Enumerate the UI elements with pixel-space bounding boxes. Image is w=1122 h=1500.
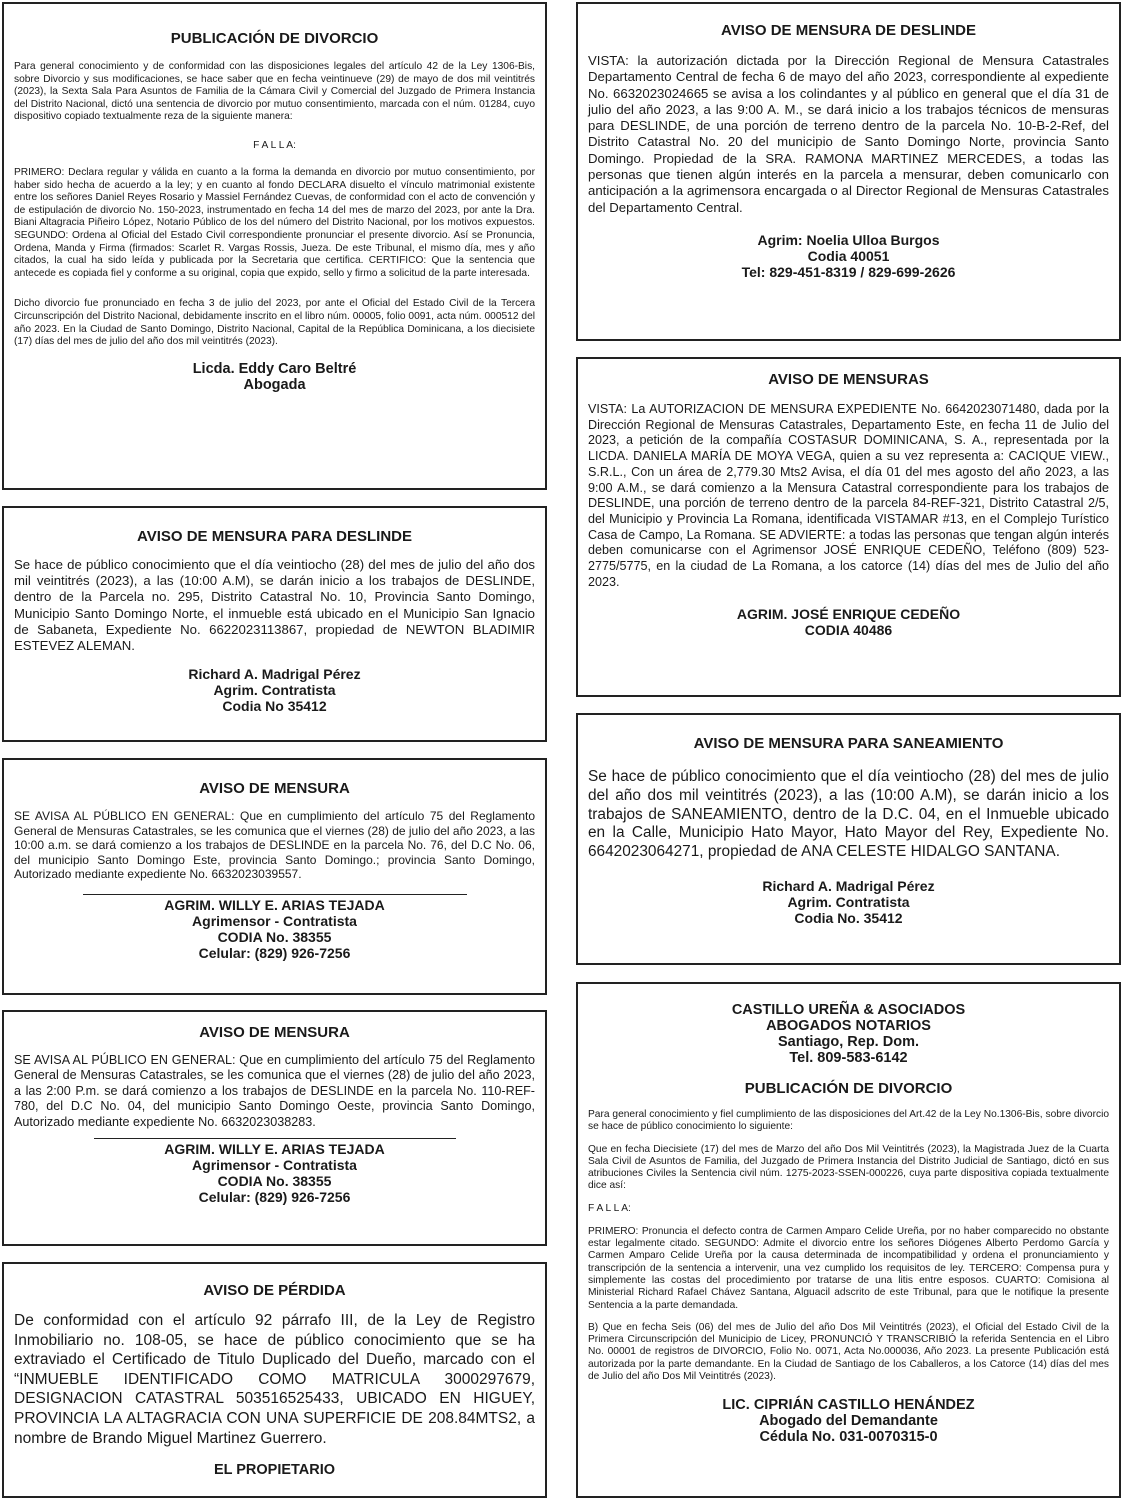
signature-block <box>14 897 535 961</box>
signature-role: Abogada <box>243 376 306 393</box>
firm-subtitle: ABOGADOS NOTARIOS <box>766 1018 931 1034</box>
falla-label: F A L L A: <box>253 139 296 151</box>
notice-body: SE AVISA AL PÚBLICO EN GENERAL: Que en cumplimiento del artículo 75 del Reglamento General de Mensuras Catastrales, se les comunica que el viernes (28) de julio del año 2023, a las 10:00 a.m. se dará comienzo a los trabajos de DESLINDE en la parcela No. 76, del D.C No. 06, del municipio Santo Domingo Este, provincia Santo Domingo.; provincia Santo Domingo, Autorizado mediante expediente No. 6632023039557. <box>14 809 535 882</box>
signature-name: AGRIM. JOSÉ ENRIQUE CEDEÑO <box>736 606 961 623</box>
notice-title: AVISO DE MENSURA <box>199 780 350 797</box>
falla-label: F A L L A: <box>588 1202 631 1214</box>
signature-codia: CODIA No. 38355 <box>217 1173 332 1190</box>
signature-role: Agrim. Contratista <box>213 682 336 699</box>
notice-survey-sanitation <box>576 713 1121 965</box>
notice-body: De conformidad con el artículo 92 párrafo III, de la Ley de Registro Inmobiliario no. 108-05, se hace de público conocimiento que se ha extraviado el Certificado de Titulo Duplicado del Dueño, marcado con el “INMUEBLE IDENTIFICADO COMO MATRICULA 3000297679, DESIGNACION CATASTRAL 503516525433, UBICADO EN HIGUEY, PROVINCIA LA ALTAGRACIA CON UNA SUPERFICIE DE 208.84MTS2, a nombre de Brando Miguel Martinez Guerrero. <box>14 1312 535 1447</box>
signature-role: Agrimensor - Contratista <box>192 1157 357 1174</box>
notice-title: AVISO DE MENSURA <box>199 1024 350 1041</box>
notice-title: AVISO DE MENSURAS <box>768 371 929 388</box>
signature-phone: Tel: 829-451-8319 / 829-699-2626 <box>741 263 956 280</box>
signature-id: Cédula No. 031-0070315-0 <box>759 1429 938 1446</box>
firm-city: Santiago, Rep. Dom. <box>778 1034 919 1050</box>
notice-loss <box>2 1262 547 1498</box>
notice-survey-2 <box>2 1010 547 1246</box>
firm-phone: Tel. 809-583-6142 <box>789 1050 908 1066</box>
notice-title: AVISO DE MENSURA PARA SANEAMIENTO <box>693 735 1004 752</box>
signature-name: Richard A. Madrigal Pérez <box>188 666 361 683</box>
firm-name: CASTILLO UREÑA & ASOCIADOS <box>731 1002 966 1018</box>
signature-role: Abogado del Demandante <box>759 1413 938 1430</box>
signature-line <box>83 894 467 895</box>
notice-body: PRIMERO: Declara regular y válida en cuanto a la forma la demanda en divorcio por mutuo consentimiento, por haber sido hecha de acuerdo a la ley; y en cuanto al fondo DECLARA disuelto el vínculo matrimonial existente entre los señores Daniel Reyes Rosario y Massiel Fernández Cuevas, de conformidad con el acto de convención y de estipulación de divorcio No. 150-2023, instrumentado en fecha 14 del mes de marzo del 2023, por ante la Dra. Biani Altagracia Piñeiro López, Notario Público de los del número del Distrito Nacional, por los motivos expuestos. SEGUNDO: Ordena al Oficial del Estado Civil correspondiente pronunciar el presente divorcio. Así se Pronuncia, Ordena, Manda y Firma (firmados: Scarlet R. Vargas Rossis, Jueza. De este Tribunal, el mismo día, mes y año citados, la cual ha sido leída y publicada por la Secretaria que certifica. CERTIFICO: Que la sentencia que antecede es copiada fiel y conforme a su original, copia que expido, sello y firmo a solicitud de la parte interesada. <box>14 166 535 279</box>
notice-intro: Para general conocimiento y fiel cumplimiento de las disposiciones del Art.42 de la Ley No.1306-Bis, sobre divorcio se hace de público conocimiento lo siguiente: <box>588 1109 1109 1133</box>
signature-block <box>588 1397 1109 1445</box>
notice-body: Se hace de público conocimiento que el día veintiocho (28) del mes de julio del año dos mil veintitrés (2023), a las (10:00 A.M), se darán inicio a los trabajos de DESLINDE, dentro de la Parcela no. 295, Distrito Catastral No. 10, Provincia Santo Domingo, Municipio Santo Domingo Norte, el inmueble está ubicado en el Municipio San Ignacio de Sabaneta, Expediente No. 6622023113867, propiedad de NEWTON BLADIMIR ESTEVEZ ALEMAN. <box>14 557 535 654</box>
notice-title: AVISO DE MENSURA DE DESLINDE <box>720 22 977 39</box>
notice-intro: Para general conocimiento y de conformidad con las disposiciones legales del artículo 42 de la Ley 1306-Bis, sobre Divorcio y sus modificaciones, se hace saber que en fecha veintinueve (29) de mayo de dos mil veintitrés (2023), la Sexta Sala Para Asuntos de Familia de la Cámara Civil y Comercial del Juzgado de Primera Instancia del Distrito Nacional, dictó una sentencia de divorcio por mutuo consentimiento, marcada con el núm. 01284, cuyo dispositivo copiado textualmente reza de la siguiente manera: <box>14 61 535 123</box>
notice-title: AVISO DE PÉRDIDA <box>203 1282 346 1299</box>
signature-codia: CODIA No. 38355 <box>217 928 332 945</box>
notice-paragraph: Que en fecha Diecisiete (17) del mes de Marzo del año Dos Mil Veintitrés (2023), la Magistrada Juez de la Cuarta Sala Civil de Asuntos de Familia, del Juzgado de Primera Instancia del Distrito Judicial de Santiago, dictó en sus atribuciones Civiles la Sentencia civil núm. 1275-2023-SSEN-000226, cuya parte dispositiva copiada textualmente dice así: <box>588 1143 1109 1192</box>
signature-name: EL PROPIETARIO <box>213 1462 336 1479</box>
signature-codia: Codia No 35412 <box>222 698 327 715</box>
notice-body: SE AVISA AL PÚBLICO EN GENERAL: Que en cumplimiento del artículo 75 del Reglamento General de Mensuras Catastrales, se les comunica que el viernes (28) de julio del año 2023, a las 2:00 P.m. se dará comienzo a los trabajos de DESLINDE en la parcela No. 110-REF-780, del D.C No. 04, del municipio Santo Domingo Oeste, provincia Santo Domingo, Autorizado mediante expediente No. 6632023038283. <box>14 1053 535 1129</box>
signature-block <box>588 232 1109 280</box>
notice-closing: B) Que en fecha Seis (06) del mes de Julio del año Dos Mil Veintitrés (2023), el Oficial del Estado Civil de la Primera Circunscripción del Municipio de Licey, PRONUNCIÓ Y TRANSCRIBIÓ la referida Sentencia en el Libro No. 00001 de registros de DIVORCIO, Folio No. 0071, Acta No.000036, Año 2023. La presente Publicación está autorizada por la parte demandante. En la Ciudad de Santiago de los Caballeros, a los Catorce (14) días del mes de Julio del año Dos Mil Veintitrés (2023). <box>588 1321 1109 1383</box>
signature-name: AGRIM. WILLY E. ARIAS TEJADA <box>164 896 385 913</box>
signature-name: Richard A. Madrigal Pérez <box>762 877 935 894</box>
signature-line <box>94 1138 456 1139</box>
notice-body: VISTA: La AUTORIZACION DE MENSURA EXPEDIENTE No. 6642023071480, dada por la Dirección Regional de Mensuras Catastrales, Departamento Este, en fecha 11 de Julio del 2023, a petición de la compañía COSTASUR DOMINICANA, S. A., representada por la LICDA. DANIELA MARÍA DE MOYA VEGA, quien a su vez representa a: CACIQUE VIEW., S.R.L., Con un área de 2,779.30 Mts2 Avisa, el día 01 del mes agosto del año 2023, a las 9:00 A.M., se dará comienzo a la Mensura Catastral correspondiente para los trabajos de DESLINDE, una porción de terreno dentro de la parcela 84-REF-321, Distrito Catastral 2/5, del Municipio y Provincia La Romana, identificada VISTAMAR #13, en el Complejo Turístico Casa de Campo, La Romana. SE ADVIERTE: a todas las personas que tengan algún interés deben comunicarse con el Agrimensor JOSÉ ENRIQUE CEDEÑO, Teléfono (809) 523-2775/5775, en la ciudad de La Romana, a los catorce (14) días del mes de Julio del año 2023. <box>588 402 1109 589</box>
signature-name: Licda. Eddy Caro Beltré <box>192 360 357 377</box>
law-firm-header <box>588 1002 1109 1066</box>
notice-closing: Dicho divorcio fue pronunciado en fecha 3 de julio del 2023, por ante el Oficial del Estado Civil de la Tercera Circunscripción del Distrito Nacional, debidamente inscrito en el libro núm. 00005, folio 0091, acta núm. 000512 del año 2023. En la Ciudad de Santo Domingo, Distrito Nacional, Capital de la República Dominicana, a los diecisiete (17) días del mes de julio del año dos mil veintitrés (2023). <box>14 298 535 348</box>
signature-name: LIC. CIPRIÁN CASTILLO HENÁNDEZ <box>722 1397 975 1414</box>
signature-codia: Codia 40051 <box>807 247 890 264</box>
signature-block <box>588 606 1109 638</box>
signature-block <box>14 666 535 714</box>
signature-name: AGRIM. WILLY E. ARIAS TEJADA <box>164 1141 385 1158</box>
notice-divorce-publication-2 <box>576 982 1121 1498</box>
signature-role: Agrim. Contratista <box>787 893 910 910</box>
signature-role: Agrimensor - Contratista <box>192 912 357 929</box>
notice-surveys <box>576 357 1121 697</box>
signature-block <box>14 1462 535 1478</box>
notice-title: PUBLICACIÓN DE DIVORCIO <box>744 1080 953 1097</box>
signature-codia: Codia No. 35412 <box>794 909 903 926</box>
notice-survey-boundary-left <box>2 506 547 742</box>
signature-block <box>14 1141 535 1205</box>
signature-block <box>588 878 1109 926</box>
signature-phone: Celular: (829) 926-7256 <box>198 944 351 961</box>
signature-phone: Celular: (829) 926-7256 <box>198 1189 351 1206</box>
signature-name: Agrim: Noelia Ulloa Burgos <box>757 231 940 248</box>
notice-survey-1 <box>2 758 547 995</box>
notice-body: PRIMERO: Pronuncia el defecto contra de Carmen Amparo Celide Ureña, por no haber comparecido no obstante estar legalmente citado. SEGUNDO: Admite el divorcio entre los señores Diógenes Alberto Perdomo García y Carmen Amparo Celide Ureña por la causa determinada de incompatibilidad y ordena el pronunciamiento y transcripción de la sentencia a intervenir, una vez cumplido los requisitos de ley. TERCERO: Compensa pura y simplemente las costas del procedimiento por tratarse de una litis entre esposos. CUARTO: Comisiona al Ministerial Richard Rafael Chávez Santana, Alguacil adscrito de este Tribunal, para que le notifique la presente Sentencia a la parte demandada. <box>588 1225 1109 1311</box>
notice-body: Se hace de público conocimiento que el día veintiocho (28) del mes de julio del año dos mil veintitrés (2023), a las (10:00 A.M), se darán inicio a los trabajos de SANEAMIENTO, dentro de la D.C. 04, en el Inmueble ubicado en la Calle, Municipio Hato Mayor, Hato Mayor del Rey, Expediente No. 6642023064271, propiedad de ANA CELESTE HIDALGO SANTANA. <box>588 768 1109 861</box>
notice-survey-boundary-right <box>576 2 1121 341</box>
signature-codia: CODIA 40486 <box>804 622 893 639</box>
notice-divorce-publication-1 <box>2 2 547 490</box>
signature-block <box>14 361 535 393</box>
notice-body: VISTA: la autorización dictada por la Dirección Regional de Mensura Catastrales Departamento Central de fecha 6 de mayo del año 2023, correspondiente al expediente No. 6632023024665 se avisa a los colindantes y al público en general que el día 31 de julio del año 2023, a las 9:00 A. M., se dará inicio a los trabajos técnicos de mensuras para DESLINDE, de una porción de terreno dentro de la parcela No. 10-B-2-Ref, del Distrito Catastral No. 20 del municipio de Santo Domingo Norte, provincia Santo Domingo. Propiedad de la SRA. RAMONA MARTINEZ MERCEDES, a todas las personas que tienen algún interés en la parcela a mensurar, deben comunicarlo con anticipación a la agrimensora encargada o al Director Regional de Mensuras Catastrales del Departamento Central. <box>588 53 1109 215</box>
notice-title: PUBLICACIÓN DE DIVORCIO <box>170 30 379 47</box>
notice-title: AVISO DE MENSURA PARA DESLINDE <box>136 528 413 545</box>
